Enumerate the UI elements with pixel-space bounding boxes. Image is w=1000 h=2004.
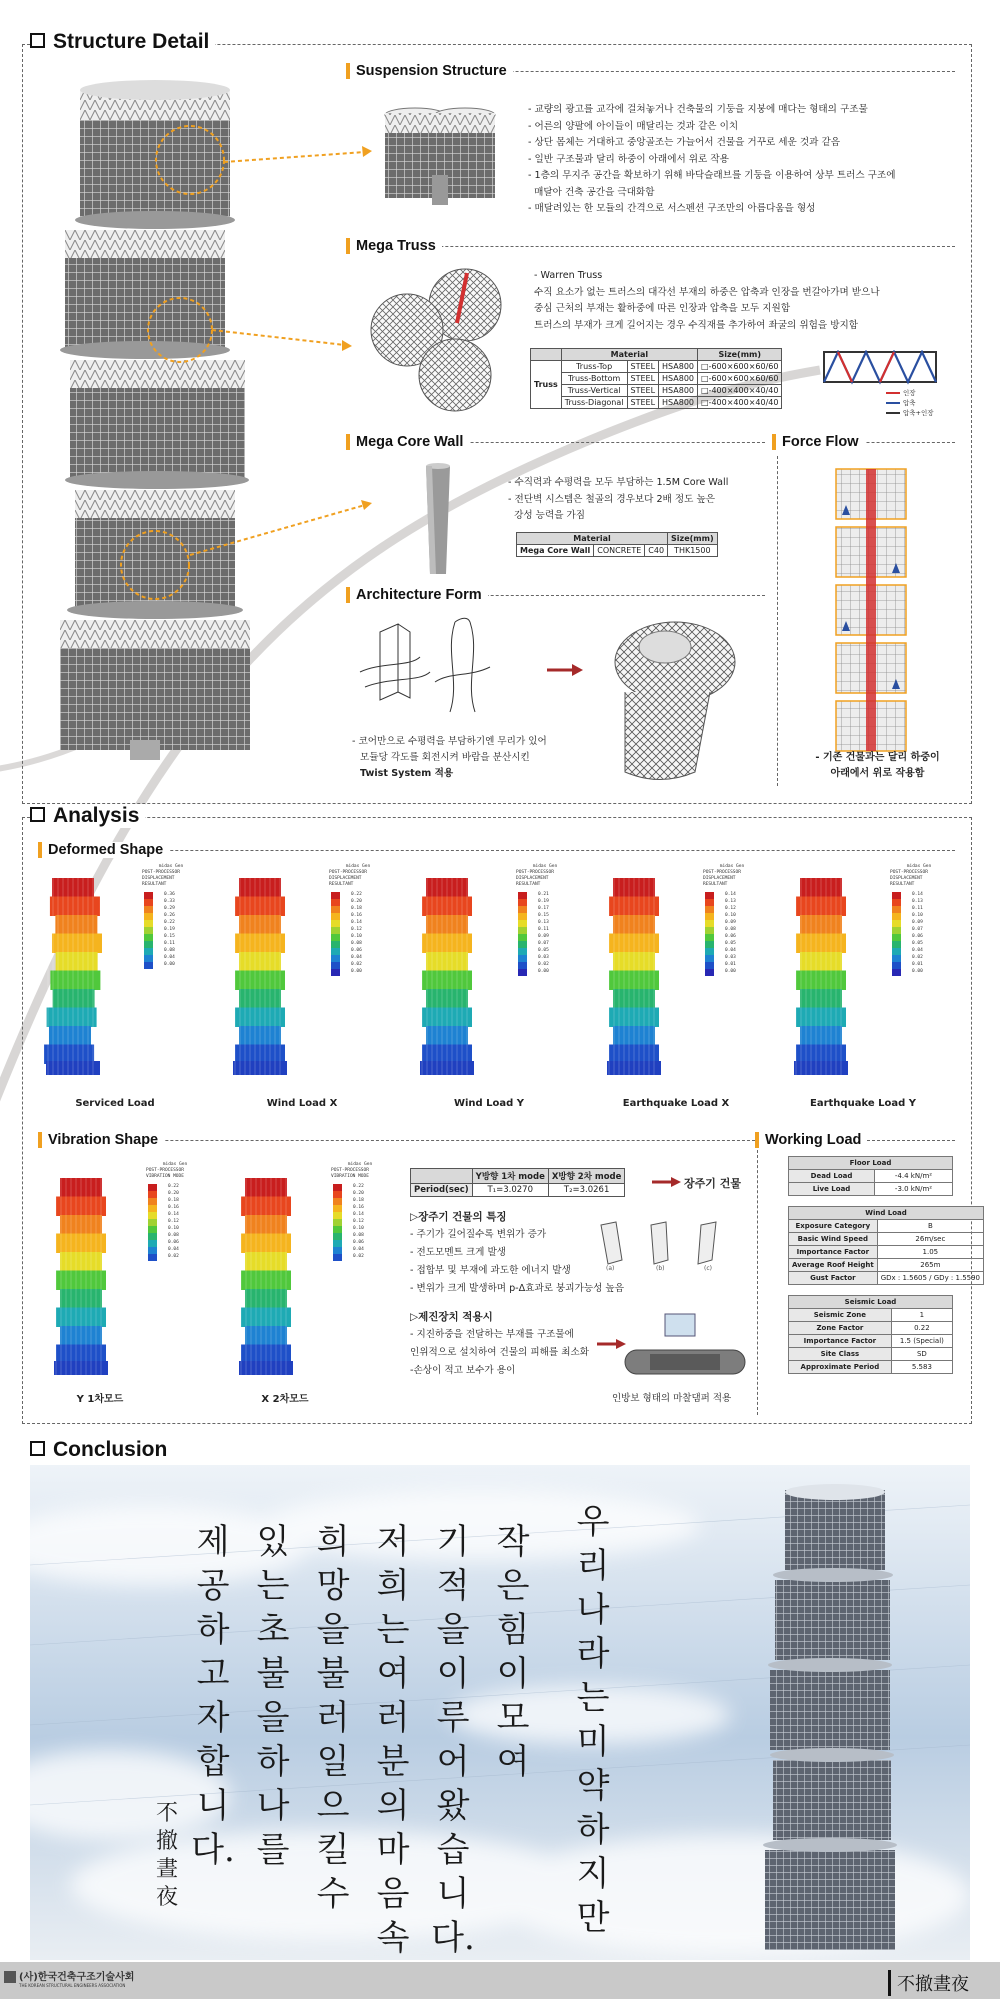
- period-table: Y방향 1차 mode X방향 2차 mode Period(sec) T₁=3.0270 T₂=3.0261: [410, 1168, 625, 1197]
- scale-value: 0.00: [538, 969, 549, 974]
- scale-value: 0.07: [538, 941, 549, 946]
- scale-value: 0.07: [912, 927, 923, 932]
- scale-value: 0.04: [912, 948, 923, 953]
- scale-value: 0.20: [351, 899, 362, 904]
- scale-value: 0.00: [164, 962, 175, 967]
- deformed-legend-3: midas Gen POST-PROCESSOR DISPLACEMENT RESULTANT 0.14 0.13 0.12 0.10 0.09 0.08 0.06 0.05 0.04 0.03 0.01 0.00: [703, 864, 745, 974]
- core-wall-table: Material Size(mm) Mega Core Wall CONCRETE C40 THK1500: [516, 532, 718, 557]
- scale-value: 0.16: [168, 1205, 179, 1210]
- scale-value: 0.22: [351, 892, 362, 897]
- scale-value: 0.11: [538, 927, 549, 932]
- scale-value: 0.08: [725, 927, 736, 932]
- architecture-form-sketches: [350, 612, 500, 722]
- scale-value: 0.12: [351, 927, 362, 932]
- scale-value: 0.18: [168, 1198, 179, 1203]
- scale-value: 0.19: [164, 927, 175, 932]
- scale-value: 0.05: [725, 941, 736, 946]
- scale-value: 0.22: [168, 1184, 179, 1189]
- scale-value: 0.05: [538, 948, 549, 953]
- force-flow-title: Force Flow: [772, 434, 865, 450]
- conclusion-column-5: 있는초불을하나를: [256, 1522, 290, 1870]
- scale-value: 0.04: [725, 948, 736, 953]
- fem-model-vib-1: [235, 1174, 297, 1379]
- scale-value: 0.13: [538, 920, 549, 925]
- architecture-form-text: - 코어만으로 수평력을 부담하기엔 무리가 있어 모듈당 각도를 회전시켜 바람을 분산시킨 Twist System 적용: [352, 736, 547, 779]
- working-load-wind-table: Wind Load Exposure Category B Basic Wind Speed 26m/sec Importance Factor 1.05 Average Roof Height 265m Gust Factor GDx : 1.5605 / GDy : 1.5590: [788, 1206, 984, 1285]
- scale-value: 0.06: [168, 1240, 179, 1245]
- scale-value: 0.14: [168, 1212, 179, 1217]
- scale-value: 0.29: [164, 906, 175, 911]
- friction-damper-render: [620, 1312, 750, 1387]
- suspension-module-render: [380, 105, 500, 205]
- scale-value: 0.26: [164, 913, 175, 918]
- scale-value: 0.18: [353, 1198, 364, 1203]
- scale-value: 0.12: [353, 1219, 364, 1224]
- force-flow-diagram: [832, 465, 912, 755]
- footer-org: (사)한국건축구조기술사회 THE KOREAN STRUCTURAL ENGINEERS ASSOCIATION: [4, 1968, 134, 1988]
- scale-value: 0.14: [351, 920, 362, 925]
- scale-value: 0.00: [725, 969, 736, 974]
- scale-value: 0.06: [353, 1240, 364, 1245]
- scale-value: 0.01: [912, 962, 923, 967]
- conclusion-column-2: 기적을이루어왔습니다.: [431, 1522, 475, 1958]
- scale-value: 0.36: [164, 892, 175, 897]
- scale-value: 0.00: [912, 969, 923, 974]
- vibration-legend-0: midas Gen POST-PROCESSOR VIBRATION MODE 0.22 0.20 0.18 0.16 0.14 0.12 0.10 0.08 0.06 0.04 0.02: [146, 1162, 188, 1259]
- scale-value: 0.33: [164, 899, 175, 904]
- scale-value: 0.09: [538, 934, 549, 939]
- working-load-tables: [788, 1156, 981, 1384]
- long-period-label: 장주기 건물: [684, 1177, 741, 1190]
- scale-value: 0.10: [168, 1226, 179, 1231]
- damper-caption: 인방보 형태의 마찰댐퍼 적용: [612, 1393, 732, 1404]
- scale-value: 0.13: [912, 899, 923, 904]
- deformed-caption: Earthquake Load Y: [810, 1098, 916, 1109]
- vibration-shape-title: Vibration Shape: [38, 1132, 164, 1148]
- conclusion-title: Conclusion: [30, 1438, 173, 1462]
- scale-value: 0.11: [912, 906, 923, 911]
- conclusion-text: [190, 1500, 630, 1958]
- scale-value: 0.09: [912, 920, 923, 925]
- scale-value: 0.02: [353, 1254, 364, 1259]
- deformed-legend-4: midas Gen POST-PROCESSOR DISPLACEMENT RESULTANT 0.14 0.13 0.11 0.10 0.09 0.07 0.06 0.05 0.04 0.02 0.01 0.00: [890, 864, 932, 974]
- force-flow-text: - 기존 건물과는 달리 하중이 아래에서 위로 작용함: [815, 752, 940, 779]
- scale-value: 0.22: [353, 1184, 364, 1189]
- deformed-shape-row: [30, 860, 970, 1120]
- scale-value: 0.15: [538, 913, 549, 918]
- scale-value: 0.15: [164, 934, 175, 939]
- deformed-legend-1: midas Gen POST-PROCESSOR DISPLACEMENT RESULTANT 0.22 0.20 0.18 0.16 0.14 0.12 0.10 0.08 0.06 0.04 0.02 0.00: [329, 864, 371, 974]
- scale-value: 0.17: [538, 906, 549, 911]
- vibration-caption: Y 1차모드: [76, 1394, 124, 1405]
- scale-value: 0.04: [164, 955, 175, 960]
- scale-value: 0.08: [353, 1233, 364, 1238]
- twist-tower-render: [600, 612, 750, 792]
- scale-value: 0.14: [912, 892, 923, 897]
- period-arrow: [652, 1174, 682, 1190]
- damper-text: ▷제진장치 적용시 - 지진하중을 전달하는 부재를 구조물에 인위적으로 설치하여 건물의 피해를 최소화 -손상이 적고 보수가 용이: [410, 1311, 590, 1376]
- scale-value: 0.06: [351, 948, 362, 953]
- scale-value: 0.20: [353, 1191, 364, 1196]
- scale-value: 0.20: [168, 1191, 179, 1196]
- fem-model-0: [42, 874, 104, 1079]
- deformed-legend-2: midas Gen POST-PROCESSOR DISPLACEMENT RESULTANT 0.21 0.19 0.17 0.15 0.13 0.11 0.09 0.07 0.05 0.03 0.02 0.00: [516, 864, 558, 974]
- scale-value: 0.09: [725, 920, 736, 925]
- scale-value: 0.16: [353, 1205, 364, 1210]
- scale-value: 0.16: [351, 913, 362, 918]
- scale-value: 0.02: [912, 955, 923, 960]
- truss-legend: 인장 압축 압축+인장: [886, 388, 934, 418]
- scale-value: 0.19: [538, 899, 549, 904]
- scale-value: 0.12: [168, 1219, 179, 1224]
- mega-truss-title: Mega Truss: [346, 238, 442, 254]
- fem-model-vib-0: [50, 1174, 112, 1379]
- org-logo-icon: [4, 1971, 16, 1983]
- deformed-legend-0: midas Gen POST-PROCESSOR DISPLACEMENT RESULTANT 0.36 0.33 0.29 0.26 0.22 0.19 0.15 0.11 0.08 0.04 0.00: [142, 864, 184, 967]
- scale-value: 0.08: [168, 1233, 179, 1238]
- fem-model-3: [603, 874, 665, 1079]
- scale-value: 0.13: [725, 899, 736, 904]
- scale-value: 0.04: [353, 1247, 364, 1252]
- scale-value: 0.02: [351, 962, 362, 967]
- scale-value: 0.10: [353, 1226, 364, 1231]
- fem-model-1: [229, 874, 291, 1079]
- deformed-caption: Serviced Load: [75, 1098, 155, 1109]
- fem-model-2: [416, 874, 478, 1079]
- structure-detail-title: Structure Detail: [30, 30, 215, 54]
- truss-material-table: Material Size(mm) Truss Truss-Top STEEL HSA800 □-600×600×60/60 Truss-Bottom STEEL HSA800 □-600×600×60/60 Truss-Vertical STEEL HSA800 □-400×400×40/40 Truss-Diagonal STEEL HSA800 □-400×400×40/40: [530, 348, 782, 409]
- deformed-caption: Earthquake Load X: [622, 1098, 730, 1109]
- scale-value: 0.02: [538, 962, 549, 967]
- conclusion-column-1: 작은힘이모여: [496, 1522, 530, 1782]
- vibration-legend-1: midas Gen POST-PROCESSOR VIBRATION MODE 0.22 0.20 0.18 0.16 0.14 0.12 0.10 0.08 0.06 0.04 0.02: [331, 1162, 373, 1259]
- scale-value: 0.01: [725, 962, 736, 967]
- arch-form-arrow: [545, 660, 585, 680]
- scale-value: 0.18: [351, 906, 362, 911]
- core-wall-bullets: - 수직력과 수평력을 모두 부담하는 1.5M Core Wall - 전단벽 시스템은 철골의 경우보다 2배 정도 높은 강성 능력을 가짐: [508, 477, 729, 521]
- scale-value: 0.11: [164, 941, 175, 946]
- mega-truss-bullets: - Warren Truss 수직 요소가 없는 트러스의 대각선 부재의 하중은 압축과 인장을 번갈아가며 받으나 중심 근처의 부재는 활하중에 따른 인장과 압축을 모두 지원함 트러스의 부재가 크게 길어지는 경우 수직재를 추가하여 좌굴의 위험을 방지함: [534, 270, 880, 331]
- scale-value: 0.12: [725, 906, 736, 911]
- scale-value: 0.14: [725, 892, 736, 897]
- mode-shape-sketches: [596, 1220, 736, 1275]
- suspension-bullets: - 교량의 광고를 교각에 걸쳐놓거나 건축물의 기둥을 지붕에 매다는 형태의 구조물 - 어른의 양팔에 아이들이 매달리는 것과 같은 이치 - 상단 몸체는 거대하고 중앙골조는 가늘어서 건물을 거꾸로 세운 것과 같음 - 일반 구조물과 달리 하중이 아래에서 위로 작용 - 1층의 무지주 공간을 확보하기 위해 바닥슬래브를 기둥을 이용하여 상부 트러스 구조에 매달아 건축 공간을 극대화함 - 매달려있는 한 모듈의 간격으로 서스펜션 구조만의 아름다움을 형성: [528, 104, 896, 214]
- deformed-shape-title: Deformed Shape: [38, 842, 169, 858]
- scale-value: 0.10: [725, 913, 736, 918]
- working-load-seismic-table: Seismic Load Seismic Zone 1 Zone Factor 0.22 Importance Factor 1.5 (Special) Site Class SD Approximate Period 5.583: [788, 1295, 953, 1374]
- scale-value: 0.03: [538, 955, 549, 960]
- footer-motto: 不撤晝夜: [888, 1970, 969, 1996]
- long-period-features: ▷장주기 건물의 특징 - 주기가 길어질수록 변위가 증가 - 전도모멘트 크게 발생 - 접합부 및 부재에 과도한 에너지 발생 - 변위가 크게 발생하며 p-Δ효과로 붕괴가능성 높음: [410, 1211, 624, 1294]
- scale-value: 0.10: [351, 934, 362, 939]
- deformed-caption: Wind Load X: [266, 1098, 338, 1109]
- scale-value: 0.21: [538, 892, 549, 897]
- conclusion-column-4: 희망을불러일으킬수: [316, 1522, 350, 1914]
- scale-value: 0.06: [912, 934, 923, 939]
- warren-truss-diagram: [822, 350, 940, 386]
- mega-core-wall-title: Mega Core Wall: [346, 434, 469, 450]
- conclusion-column-0: 우리나라는미약하지만: [576, 1502, 610, 1938]
- suspension-title: Suspension Structure: [346, 63, 513, 79]
- deformed-caption: Wind Load Y: [453, 1098, 525, 1109]
- scale-value: 0.05: [912, 941, 923, 946]
- scale-value: 0.04: [168, 1247, 179, 1252]
- fem-model-4: [790, 874, 852, 1079]
- scale-value: 0.22: [164, 920, 175, 925]
- conclusion-column-6: 제공하고자합니다.: [191, 1522, 235, 1870]
- conclusion-seal: 不撤晝夜: [155, 1801, 178, 1910]
- working-load-title: Working Load: [755, 1132, 867, 1148]
- footer-bar: [0, 1962, 1000, 1999]
- analysis-title: Analysis: [30, 804, 145, 828]
- scale-value: 0.14: [353, 1212, 364, 1217]
- scale-value: 0.00: [351, 969, 362, 974]
- scale-value: 0.04: [351, 955, 362, 960]
- scale-value: 0.08: [164, 948, 175, 953]
- vibration-shape-row: [30, 1150, 410, 1410]
- scale-value: 0.02: [168, 1254, 179, 1259]
- scale-value: 0.10: [912, 913, 923, 918]
- architecture-form-title: Architecture Form: [346, 587, 488, 603]
- vibration-caption: X 2차모드: [261, 1394, 309, 1405]
- conclusion-column-3: 저희는여러분의마음속: [376, 1522, 410, 1958]
- scale-value: 0.06: [725, 934, 736, 939]
- mega-truss-render: [365, 265, 515, 415]
- scale-value: 0.03: [725, 955, 736, 960]
- scale-value: 0.08: [351, 941, 362, 946]
- working-load-floor-table: Floor Load Dead Load -4.4 kN/m² Live Load -3.0 kN/m²: [788, 1156, 953, 1196]
- core-wall-render: [418, 462, 458, 577]
- conclusion-tower-render: [755, 1480, 915, 1960]
